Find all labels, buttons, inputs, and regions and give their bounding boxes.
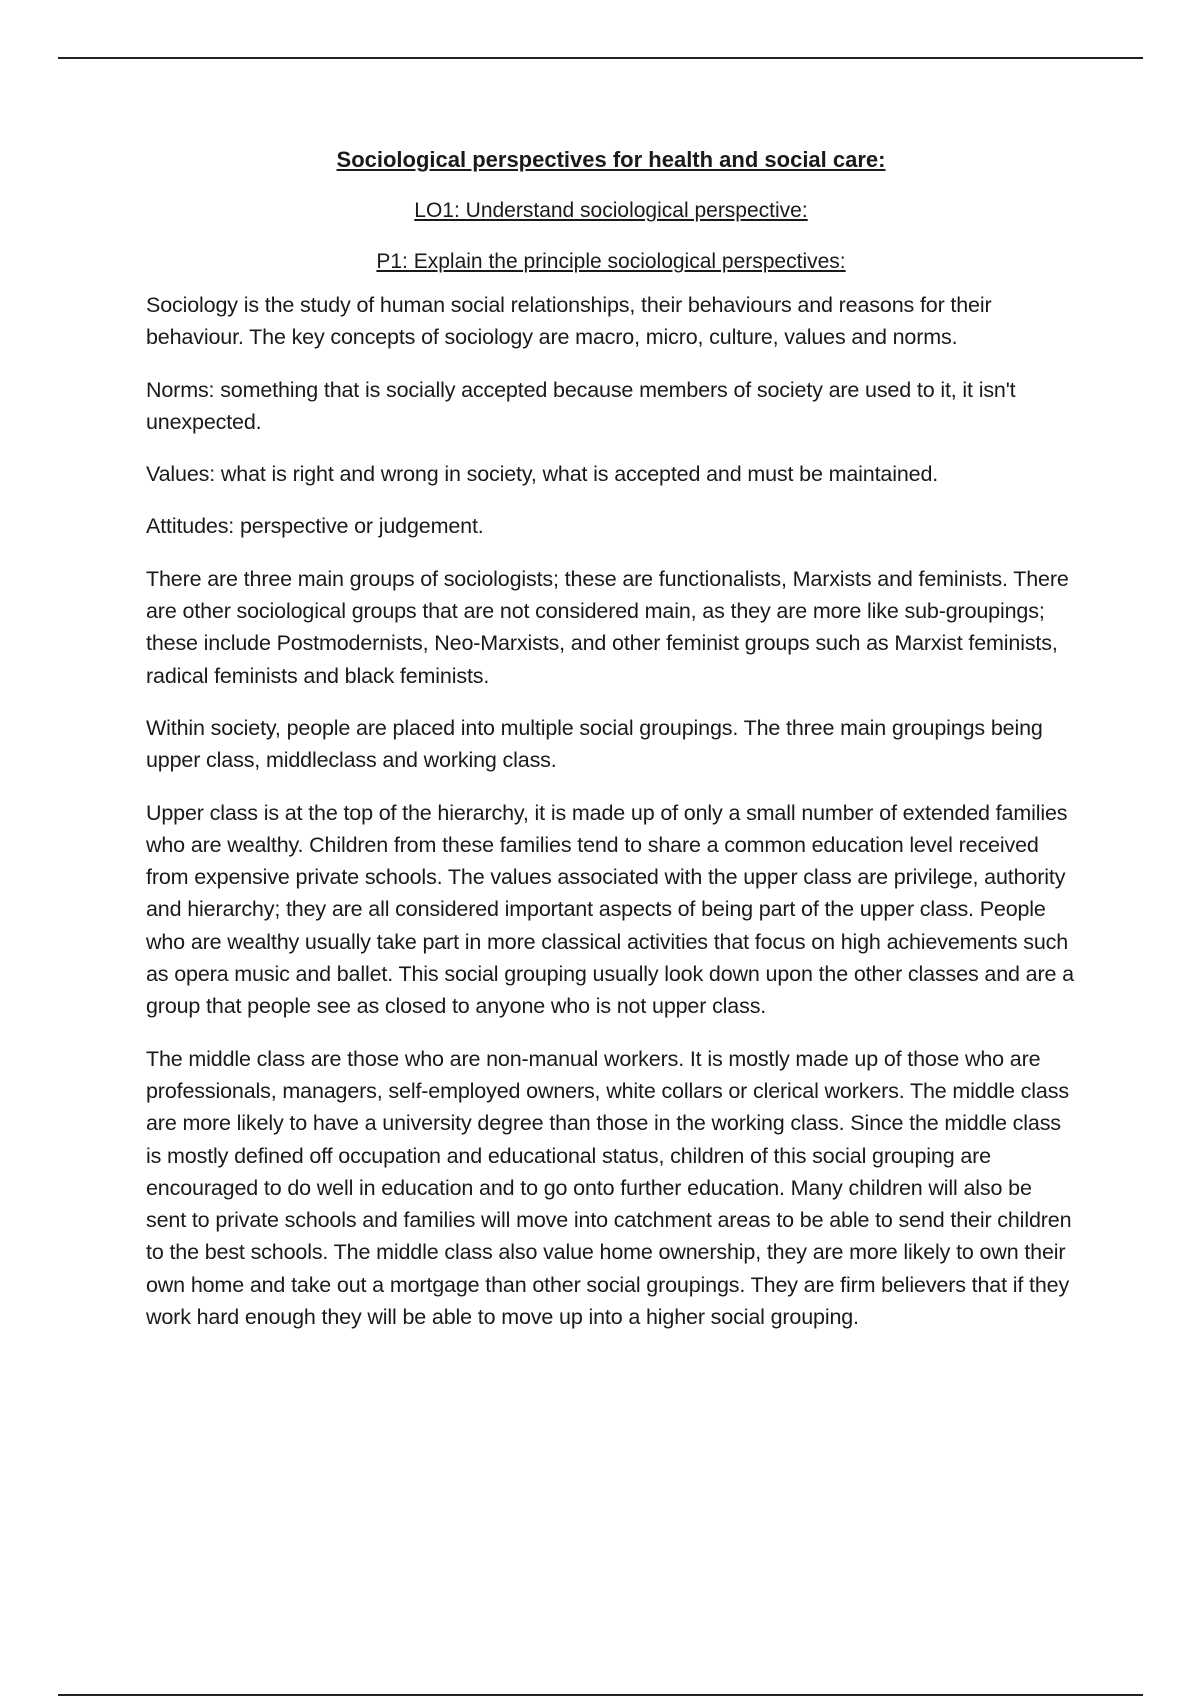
top-divider	[58, 57, 1143, 59]
document-body	[146, 142, 1076, 1353]
learning-outcome-heading: LO1: Understand sociological perspective:	[414, 199, 808, 222]
paragraph-middle-class: The middle class are those who are non-manual workers. It is mostly made up of those who are professionals, managers, self-employed owners, white collars or clerical workers. The middle class are more likely to have a university degree than those in the working class. Since the middle class is mostly defined off occupation and educational status, children of this social grouping are encouraged to do well in education and to go onto further education. Many children will also be sent to private schools and families will move into catchment areas to be able to send their children to the best schools. The middle class also value home ownership, they are more likely to own their own home and take out a mortgage than other social groupings. They are firm believers that if they work hard enough they will be able to move up into a higher social grouping.	[146, 1046, 1072, 1330]
paragraph-sociology-definition: Sociology is the study of human social relationships, their behaviours and reasons for their behaviour. The key concepts of sociology are macro, micro, culture, values and norms.	[146, 293, 992, 350]
paragraph-norms: Norms: something that is socially accepted because members of society are used to it, it isn't unexpected.	[146, 377, 1016, 434]
paragraph-values: Values: what is right and wrong in society, what is accepted and must be maintained.	[146, 462, 939, 487]
paragraph-social-groupings: Within society, people are placed into multiple social groupings. The three main groupings being upper class, middleclass and working class.	[146, 715, 1043, 773]
paragraph-sociologist-groups: There are three main groups of sociologists; these are functionalists, Marxists and feminists. There are other sociological groups that are not considered main, as they are more like sub-groupings; these include Postmodernists, Neo-Marxists, and other feminist groups such as Marxist feminists, radical feminists and black feminists.	[146, 566, 1069, 688]
paragraph-attitudes: Attitudes: perspective or judgement.	[146, 514, 484, 539]
document-title: Sociological perspectives for health and social care:	[336, 147, 886, 172]
bottom-divider	[58, 1694, 1143, 1696]
paragraph-upper-class: Upper class is at the top of the hierarchy, it is made up of only a small number of extended families who are wealthy. Children from these families tend to share a common education level received from expensive private schools. The values associated with the upper class are privilege, authority and hierarchy; they are all considered important aspects of being part of the upper class. People who are wealthy usually take part in more classical activities that focus on high achievements such as opera music and ballet. This social grouping usually look down upon the other classes and are a group that people see as closed to anyone who is not upper class.	[146, 800, 1074, 1019]
criterion-heading: P1: Explain the principle sociological perspectives:	[376, 250, 846, 273]
